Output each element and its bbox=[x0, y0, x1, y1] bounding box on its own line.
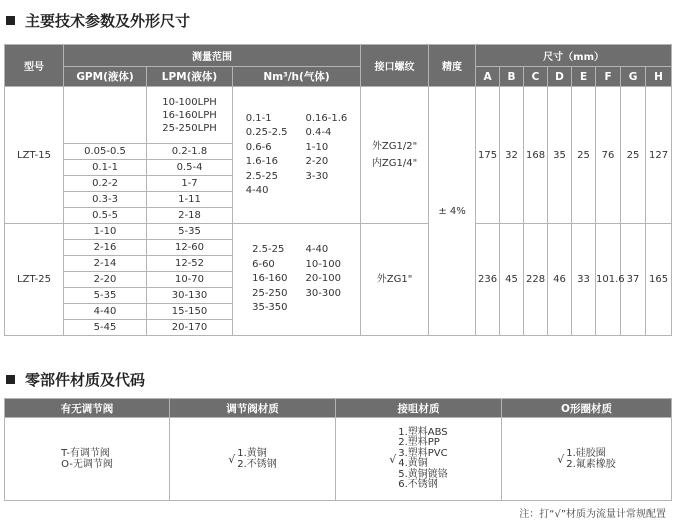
port-cell-lzt25: 外ZG1" bbox=[361, 224, 429, 336]
header-nozzle-material: 接咀材质 bbox=[336, 399, 502, 418]
gpm-cell: 2-16 bbox=[64, 240, 147, 256]
lpm-cell: 0.2-1.8 bbox=[147, 144, 233, 160]
lpm-cell: 0.5-4 bbox=[147, 160, 233, 176]
lpm-cell: 2-18 bbox=[147, 208, 233, 224]
model-lzt15: LZT-15 bbox=[5, 87, 64, 224]
nm3-cell-lzt25: 2.5-25 6-60 16-160 25-250 35-350 4-40 10-100 20-100 30-300 bbox=[233, 224, 361, 336]
header-dim-c: C bbox=[524, 67, 548, 87]
dim-g-lzt15: 25 bbox=[621, 87, 646, 224]
dim-a-lzt15: 175 bbox=[476, 87, 500, 224]
header-gpm: GPM(液体) bbox=[64, 67, 147, 87]
lpm-cell: 10-70 bbox=[147, 272, 233, 288]
header-lpm: LPM(液体) bbox=[147, 67, 233, 87]
materials-table bbox=[4, 398, 672, 501]
dim-c-lzt15: 168 bbox=[524, 87, 548, 224]
header-range: 测量范围 bbox=[64, 45, 361, 67]
dim-a-lzt25: 236 bbox=[476, 224, 500, 336]
dim-e-lzt15: 25 bbox=[572, 87, 596, 224]
port-cell-lzt15: 外ZG1/2" 内ZG1/4" bbox=[361, 87, 429, 224]
header-oring-material: O形圈材质 bbox=[502, 399, 672, 418]
dim-h-lzt25: 165 bbox=[646, 224, 672, 336]
check-mark-icon: √ bbox=[557, 452, 565, 466]
gpm-cell: 5-45 bbox=[64, 320, 147, 336]
lpm-cell: 5-35 bbox=[147, 224, 233, 240]
gpm-cell: 2-14 bbox=[64, 256, 147, 272]
dim-h-lzt15: 127 bbox=[646, 87, 672, 224]
footnote: 注：打“√”材质为流量计常规配置 bbox=[519, 509, 666, 520]
gpm-cell: 0.3-3 bbox=[64, 192, 147, 208]
accuracy-cell: ± 4% bbox=[429, 87, 476, 336]
dim-b-lzt15: 32 bbox=[500, 87, 524, 224]
dim-d-lzt25: 46 bbox=[548, 224, 572, 336]
header-dim-f: F bbox=[596, 67, 621, 87]
dim-c-lzt25: 228 bbox=[524, 224, 548, 336]
gpm-cell: 0.1-1 bbox=[64, 160, 147, 176]
lpm-cell: 30-130 bbox=[147, 288, 233, 304]
gpm-cell: 0.2-2 bbox=[64, 176, 147, 192]
section-title-materials: 零部件材质及代码 bbox=[6, 368, 145, 390]
header-dim-e: E bbox=[572, 67, 596, 87]
dim-b-lzt25: 45 bbox=[500, 224, 524, 336]
check-mark-icon: √ bbox=[389, 452, 397, 466]
dim-f-lzt25: 101.6 bbox=[596, 224, 621, 336]
lpm-cell: 12-52 bbox=[147, 256, 233, 272]
lpm-cell: 1-7 bbox=[147, 176, 233, 192]
gpm-cell: 4-40 bbox=[64, 304, 147, 320]
check-mark-icon: √ bbox=[228, 452, 236, 466]
gpm-cell: 5-35 bbox=[64, 288, 147, 304]
header-dim-a: A bbox=[476, 67, 500, 87]
empty-cell bbox=[64, 87, 147, 144]
header-port: 接口螺纹 bbox=[361, 45, 429, 87]
header-dim-d: D bbox=[548, 67, 572, 87]
header-size: 尺寸（mm） bbox=[476, 45, 672, 67]
header-dim-h: H bbox=[646, 67, 672, 87]
oring-material-options: √ 1.硅胶圈 2.氟素橡胶 bbox=[502, 418, 672, 501]
header-nm3: Nm³/h(气体) bbox=[233, 67, 361, 87]
lph-cell: 10-100LPH 16-160LPH 25-250LPH bbox=[147, 87, 233, 144]
dim-g-lzt25: 37 bbox=[621, 224, 646, 336]
gpm-cell: 1-10 bbox=[64, 224, 147, 240]
spec-table bbox=[4, 44, 672, 336]
header-accuracy: 精度 bbox=[429, 45, 476, 87]
lpm-cell: 1-11 bbox=[147, 192, 233, 208]
lpm-cell: 15-150 bbox=[147, 304, 233, 320]
nozzle-material-options: √ 1.塑料ABS 2.塑料PP 3.塑料PVC 4.黄铜 5.黄铜镀铬 6.不锈钢 bbox=[336, 418, 502, 501]
nm3-cell-lzt15: 0.1-1 0.25-2.5 0.6-6 1.6-16 2.5-25 4-40 0.16-1.6 0.4-4 1-10 2-20 3-30 bbox=[233, 87, 361, 224]
square-bullet-icon bbox=[6, 375, 15, 384]
header-dim-b: B bbox=[500, 67, 524, 87]
header-model: 型号 bbox=[5, 45, 64, 87]
header-valve-material: 调节阀材质 bbox=[170, 399, 336, 418]
model-lzt25: LZT-25 bbox=[5, 224, 64, 336]
valve-material-options: √ 1.黄铜 2.不锈钢 bbox=[170, 418, 336, 501]
header-dim-g: G bbox=[621, 67, 646, 87]
gpm-cell: 0.05-0.5 bbox=[64, 144, 147, 160]
lpm-cell: 12-60 bbox=[147, 240, 233, 256]
section-title-specs: 主要技术参数及外形尺寸 bbox=[6, 9, 190, 31]
lpm-cell: 20-170 bbox=[147, 320, 233, 336]
dim-f-lzt15: 76 bbox=[596, 87, 621, 224]
header-valve: 有无调节阀 bbox=[5, 399, 170, 418]
square-bullet-icon bbox=[6, 16, 15, 25]
dim-d-lzt15: 35 bbox=[548, 87, 572, 224]
valve-options: T-有调节阀 O-无调节阀 bbox=[5, 418, 170, 501]
dim-e-lzt25: 33 bbox=[572, 224, 596, 336]
gpm-cell: 0.5-5 bbox=[64, 208, 147, 224]
gpm-cell: 2-20 bbox=[64, 272, 147, 288]
